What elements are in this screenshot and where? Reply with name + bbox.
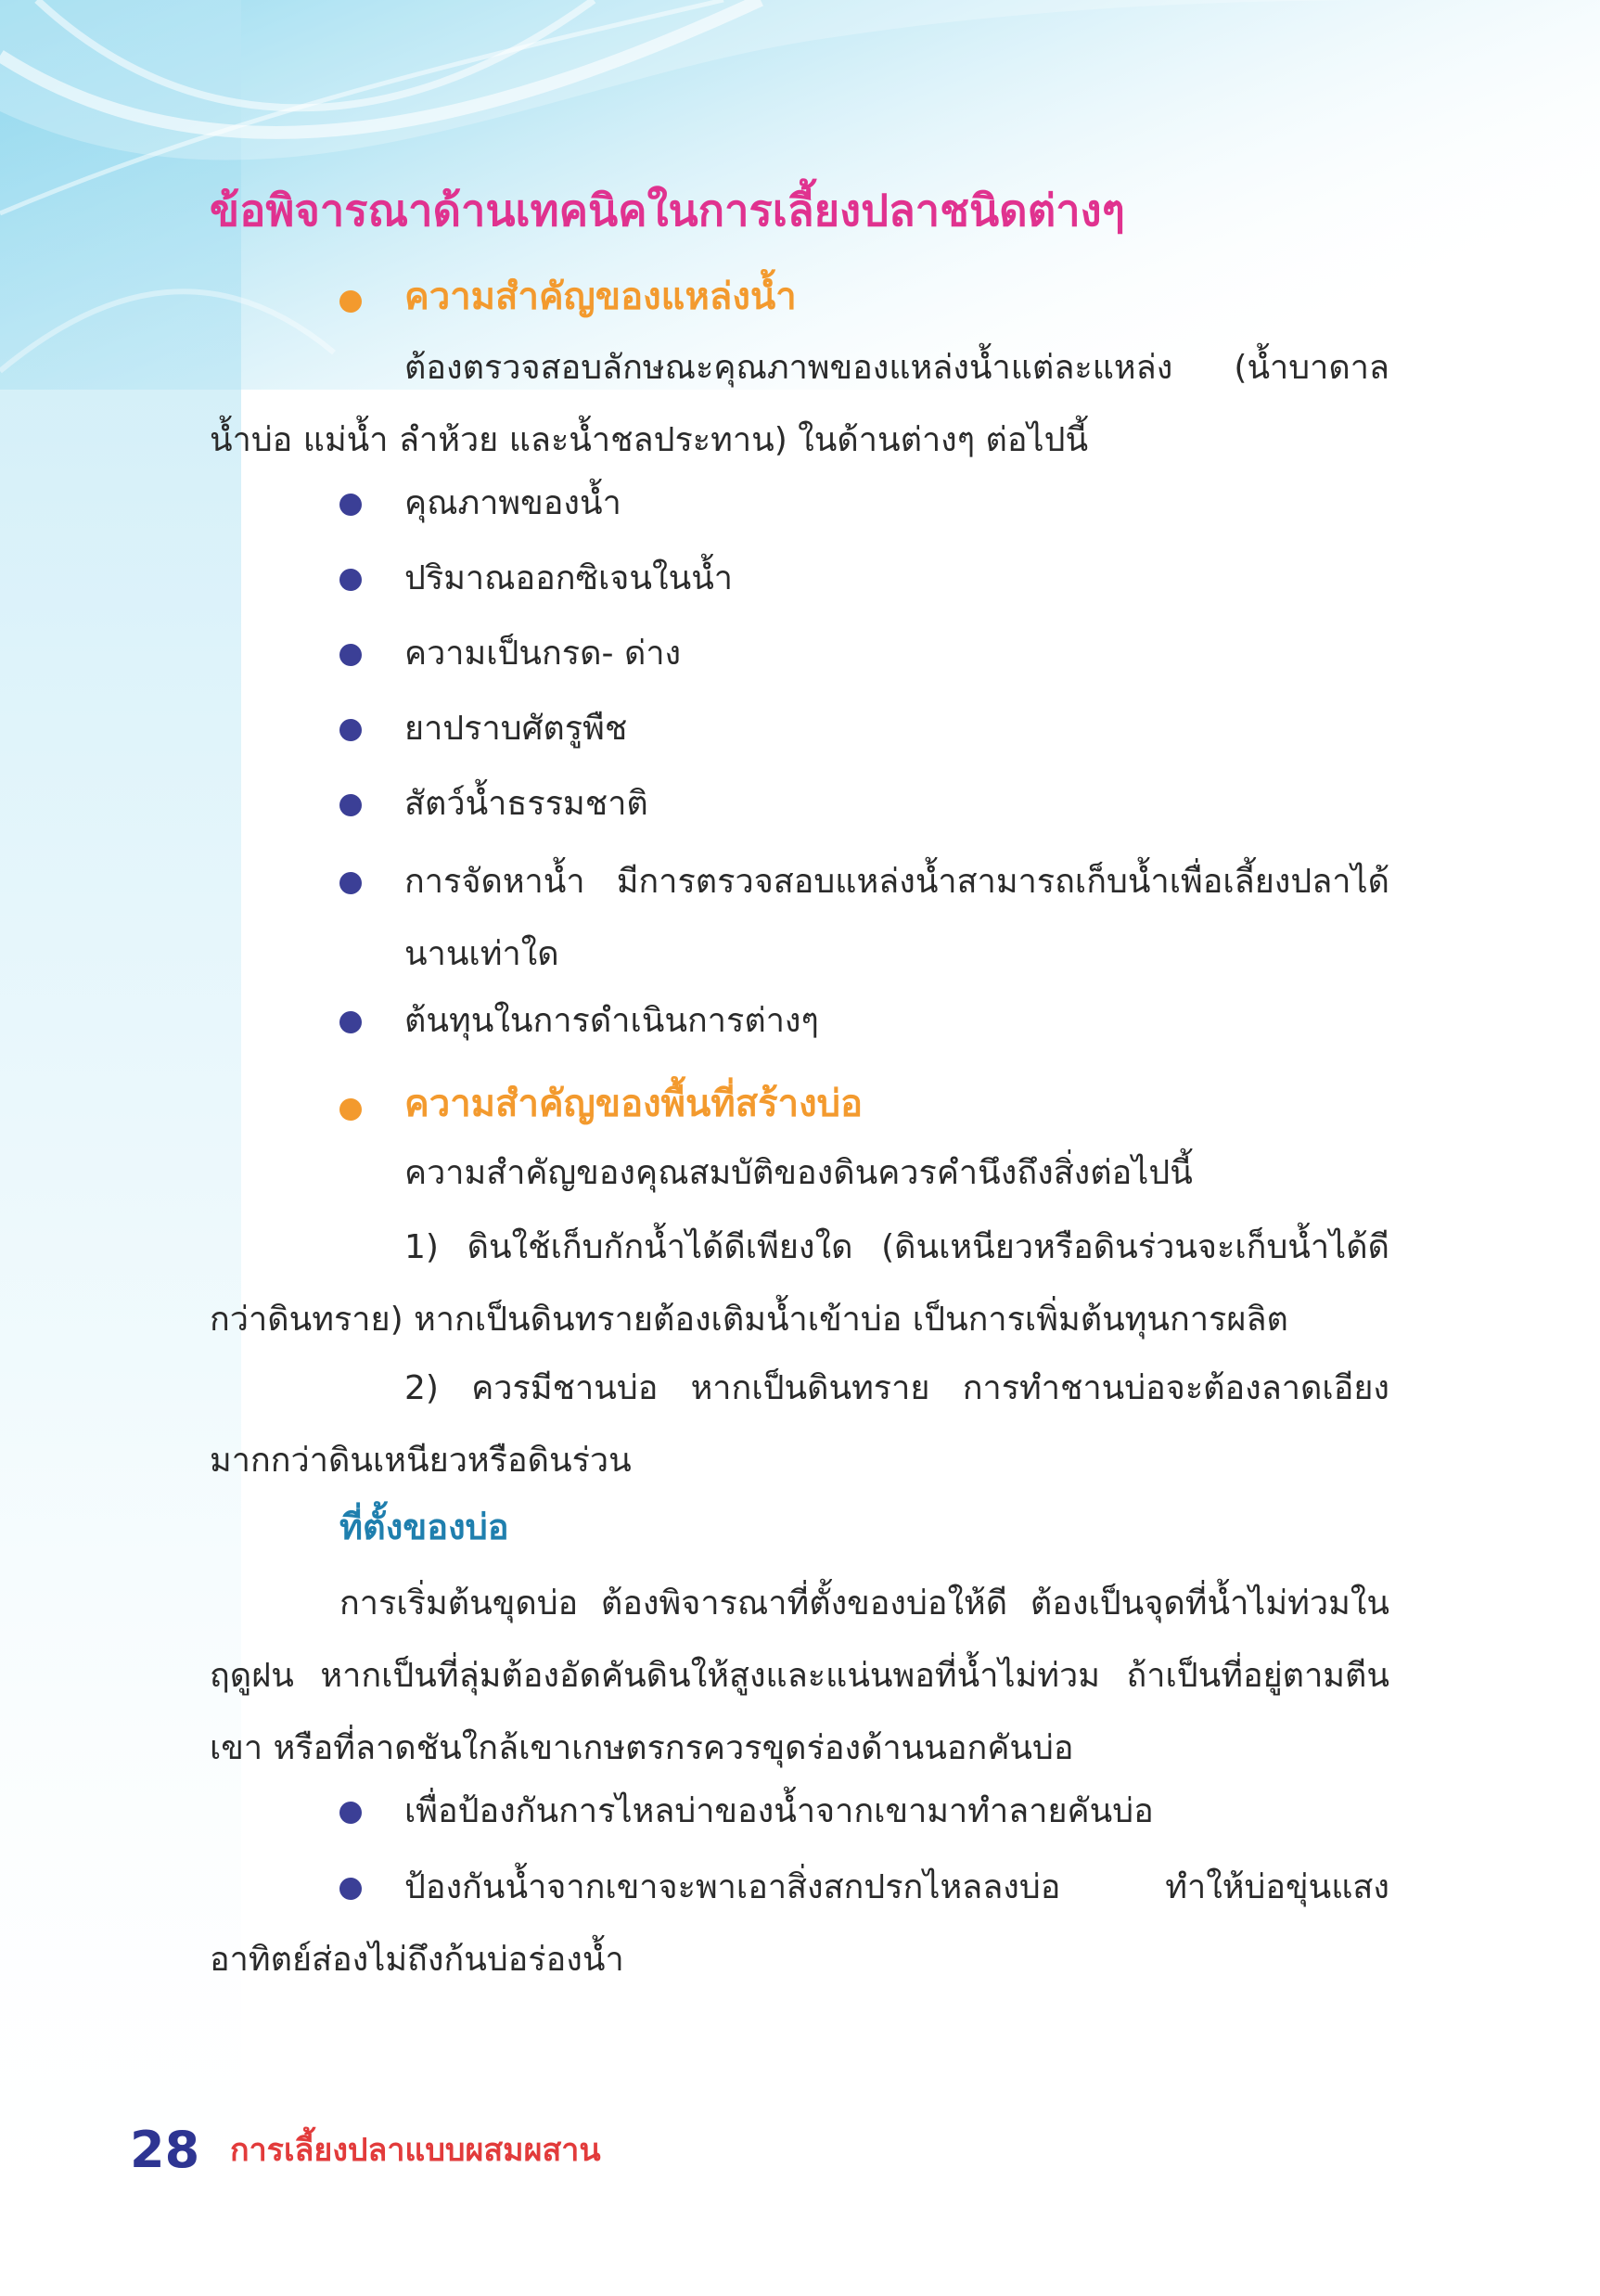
book-title: การเลี้ยงปลาแบบผสมผสาน bbox=[230, 2132, 601, 2169]
bullet-icon bbox=[339, 644, 362, 666]
pond-area-intro: ความสำคัญของคุณสมบัติของดินควรคำนึงถึงสิ่งต่อไปนี้ bbox=[404, 1154, 1193, 1192]
page-title: ข้อพิจารณาด้านเทคนิคในการเลี้ยงปลาชนิดต่างๆ bbox=[210, 186, 1125, 237]
section-heading-pond-area: ความสำคัญของพื้นที่สร้างบ่อ bbox=[404, 1083, 864, 1125]
bullet-icon bbox=[339, 794, 362, 816]
list-item: ความเป็นกรด- ด่าง bbox=[404, 635, 682, 673]
orange-bullet-icon bbox=[339, 1098, 362, 1121]
list-item-wrapped: ป้องกันน้ำจากเขาจะพาเอาสิ่งสกปรกไหลลงบ่อ ทำให้บ่อขุ่นแสงอาทิตย์ส่องไม่ถึงก้นบ่อร่องน้ำ bbox=[210, 1868, 1389, 1979]
bullet-icon bbox=[339, 719, 362, 741]
bullet-icon bbox=[339, 569, 362, 591]
list-item: ยาปราบศัตรูพืช bbox=[404, 710, 628, 748]
section-heading-water-source: ความสำคัญของแหล่งน้ำ bbox=[404, 276, 797, 318]
water-source-intro: ต้องตรวจสอบลักษณะคุณภาพของแหล่งน้ำแต่ละแหล่ง (น้ำบาดาล น้ำบ่อ แม่น้ำ ลำห้วย และน้ำชลประทาน) ในด้านต่างๆ ต่อไปนี้ bbox=[210, 349, 1389, 459]
list-item: การจัดหาน้ำ มีการตรวจสอบแหล่งน้ำสามารถเก็บน้ำเพื่อเลี้ยงปลาได้นานเท่าใด bbox=[404, 863, 1389, 973]
pond-location-intro: การเริ่มต้นขุดบ่อ ต้องพิจารณาที่ตั้งของบ่อให้ดี ต้องเป็นจุดที่น้ำไม่ท่วมในฤดูฝน หากเป็นที่ลุ่มต้องอัดคันดินให้สูงและแน่นพอที่น้ำไม่ท่วม ถ้าเป็นที่อยู่ตามตีนเขา หรือที่ลาดชันใกล้เขาเกษตรกรควรขุดร่องด้านนอกคันบ่อ bbox=[210, 1584, 1389, 1767]
bullet-icon bbox=[339, 1011, 362, 1033]
section-heading-pond-location: ที่ตั้งของบ่อ bbox=[339, 1507, 509, 1547]
numbered-point-1: 1) ดินใช้เก็บกักน้ำได้ดีเพียงใด (ดินเหนียวหรือดินร่วนจะเก็บน้ำได้ดีกว่าดินทราย) หากเป็นดินทรายต้องเติมน้ำเข้าบ่อ เป็นการเพิ่มต้นทุนการผลิต bbox=[210, 1228, 1389, 1339]
list-item: ปริมาณออกซิเจนในน้ำ bbox=[404, 559, 734, 597]
bullet-icon bbox=[339, 872, 362, 894]
numbered-point-2: 2) ควรมีชานบ่อ หากเป็นดินทราย การทำชานบ่อจะต้องลาดเอียงมากกว่าดินเหนียวหรือดินร่วน bbox=[210, 1369, 1389, 1480]
list-item: คุณภาพของน้ำ bbox=[404, 484, 621, 522]
bullet-icon bbox=[339, 494, 362, 516]
page-number: 28 bbox=[130, 2121, 200, 2179]
bullet-icon bbox=[339, 1802, 362, 1824]
list-item: ต้นทุนในการดำเนินการต่างๆ bbox=[404, 1002, 819, 1040]
list-item: เพื่อป้องกันการไหลบ่าของน้ำจากเขามาทำลายคันบ่อ bbox=[404, 1792, 1154, 1830]
list-item: สัตว์น้ำธรรมชาติ bbox=[404, 785, 648, 823]
orange-bullet-icon bbox=[339, 290, 362, 313]
